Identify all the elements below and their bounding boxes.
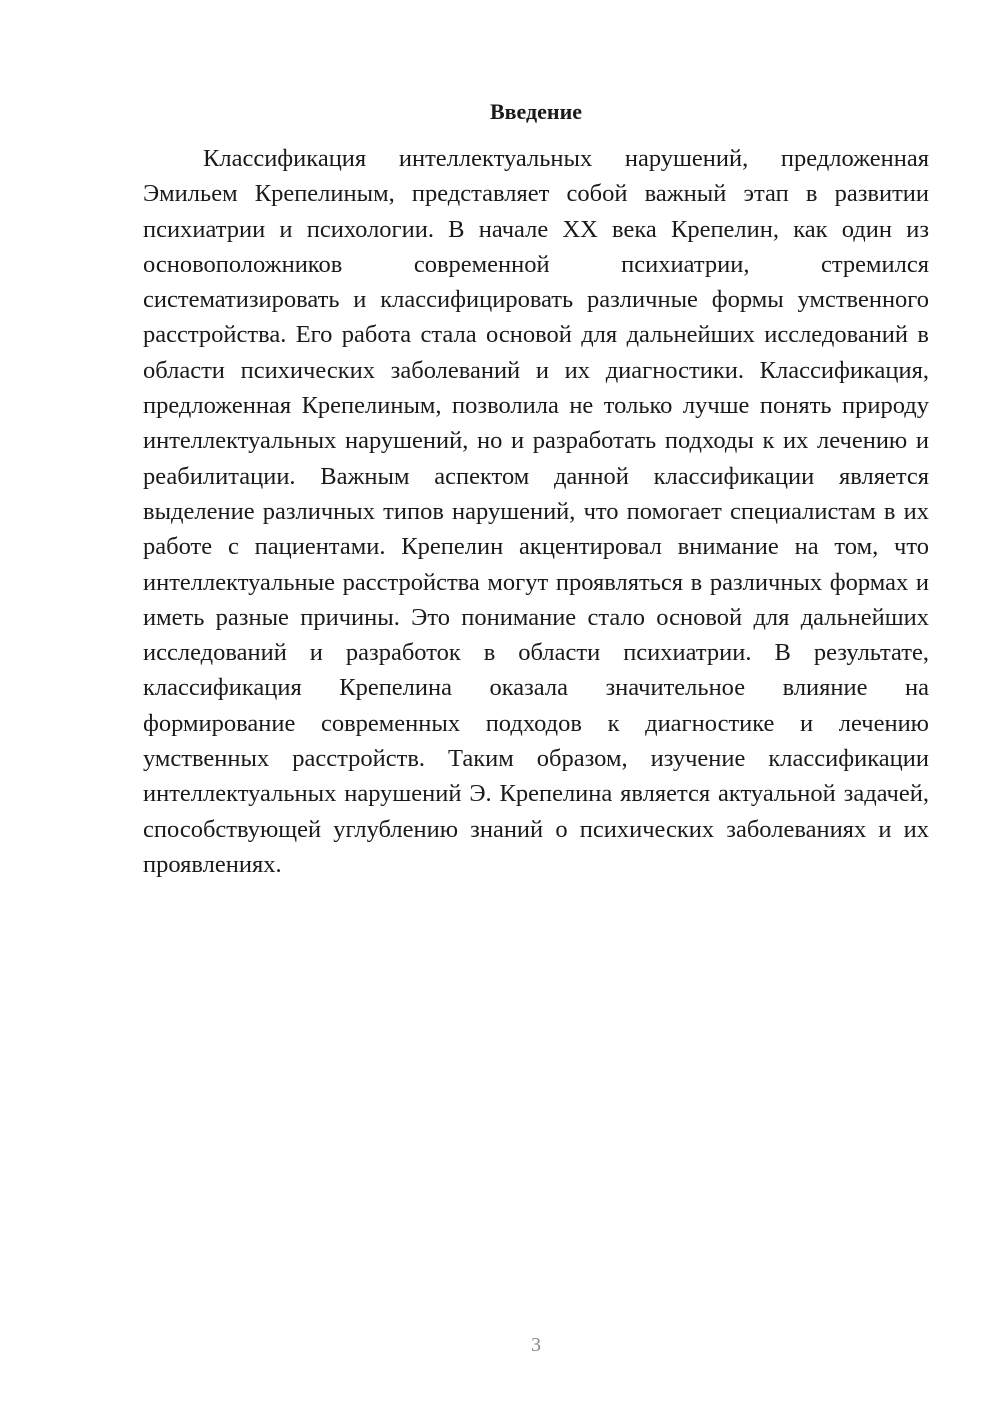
page-number: 3 [531, 1334, 541, 1356]
body-paragraph: Классификация интеллектуальных нарушений, предложенная Эмильем Крепелиным, представляет собой важный этап в развитии психиатрии и психологии. В начале XX века Крепелин, как один из основоположников современной психиатрии, стремился систематизировать и классифицировать различные формы умственного расстройства. Его работа стала основой для дальнейших исследований в области психических заболеваний и их диагностики. Классификация, предложенная Крепелиным, позволила не только лучше понять природу интеллектуальных нарушений, но и разработать подходы к их лечению и реабилитации. Важным аспектом данной классификации является выделение различных типов нарушений, что помогает специалистам в их работе с пациентами. Крепелин акцентировал внимание на том, что интеллектуальные расстройства могут проявляться в различных формах и иметь разные причины. Это понимание стало основой для дальнейших исследований и разработок в области психиатрии. В результате, классификация Крепелина оказала значительное влияние на формирование современных подходов к диагностике и лечению умственных расстройств. Таким образом, изучение классификации интеллектуальных нарушений Э. Крепелина является актуальной задачей, способствующей углублению знаний о психических заболеваниях и их проявлениях. [143, 145, 929, 878]
section-heading: Введение [489, 99, 583, 124]
